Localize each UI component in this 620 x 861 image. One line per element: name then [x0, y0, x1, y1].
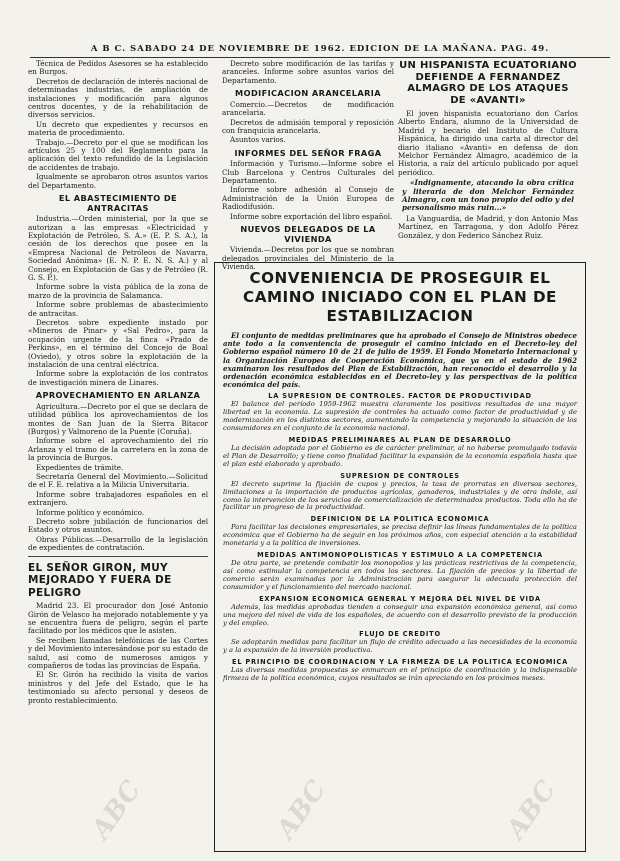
section-heading-antracitas: EL ABASTECIMIENTO DE ANTRACITAS: [58, 193, 178, 213]
headline-hispanista: UN HISPANISTA ECUATORIANO DEFIENDE A FERNANDEZ ALMAGRO DE LOS ATAQUES DE «AVANTI»: [399, 60, 577, 106]
article-paragraph: Vivienda.—Decretos por los que se nombran delegados provinciales del Ministerio de la Vivienda.: [222, 245, 394, 271]
article-paragraph: Secretaría General del Movimiento.—Solicitud de el F. E. relativa a la Milicia Universitaria.: [28, 471, 208, 490]
article-paragraph: Informe sobre la vista pública de la zona de marzo de la provincia de Salamanca.: [28, 282, 208, 300]
article-quote: «Indignamente, atacando la obra crítica y literaria de don Melchor Fernández Almagro, con un tono propio del odio y del personalismo más ruin...»: [402, 178, 575, 213]
article-paragraph: Obras Públicas.—Desarrollo de la legislación de expedientes de contratación.: [28, 534, 208, 553]
article-paragraph: Industria.—Orden ministerial, por la que se autorizan a las empresas «Electricidad y Explotación de Petróleo, S. A.» (E. P. S. A.), la cesión de los derechos que posee en la «Empresa Nacional de Petróleos de Navarra, Sociedad Anónima» (E. N. P. E. N. S. A.) y al Consejo, en Explotación de Gas y de Petróleo (R. G. S. P.).: [28, 214, 208, 282]
subsection-text: Se adoptarán medidas para facilitar un flujo de crédito adecuado a las necesidades de la economía y a la expansión de la inversión productiva.: [223, 638, 577, 655]
article-paragraph: Igualmente se aprobaron otros asuntos varios del Departamento.: [28, 172, 208, 190]
page-masthead: A B C. SABADO 24 DE NOVIEMBRE DE 1962. EDICION DE LA MAÑANA. PAG. 49.: [30, 44, 610, 58]
column-right: [398, 60, 578, 262]
subsection-heading: EXPANSION ECONOMICA GENERAL Y MEJORA DEL NIVEL DE VIDA: [259, 594, 541, 603]
column-divider: [28, 556, 208, 557]
article-paragraph: Trabajo.—Decreto por el que se modifican los artículos 25 y 100 del Reglamento para la aplicación del texto refundido de la Legislación de accidentes de trabajo.: [28, 137, 208, 172]
subsection-heading: LA SUPRESION DE CONTROLES. FACTOR DE PRODUCTIVIDAD: [268, 392, 532, 401]
article-paragraph: Decretos de declaración de interés nacional de determinadas industrias, de ampliación de instalaciones y modificación para algunos centros docentes, y de la rehabilitación de diversos servicios.: [28, 76, 208, 120]
subsection-heading: MEDIDAS ANTIMONOPOLISTICAS Y ESTIMULO A LA COMPETENCIA: [257, 551, 543, 560]
subsection-text: Las diversas medidas propuestas se enmarcan en el principio de coordinación y la indispensable firmeza de la política económica, cuyos resultados se irán apreciando en los próximos meses.: [223, 666, 577, 683]
article-paragraph: Decretos sobre expediente instado por «Mineros de Pinar» y «Sal Pedro», para la ocupación urgente de la finca «Prado de Perkins», en el término del Concejo de Boal (Oviedo), y otros sobre la explotación de la instalación de una central eléctrica.: [28, 317, 208, 369]
subsection-heading: DEFINICION DE LA POLITICA ECONOMICA: [310, 515, 490, 524]
article-paragraph: Informe sobre adhesión al Consejo de Administración de la Unión Europea de Radiodifusión.: [222, 185, 394, 212]
article-paragraph: Un decreto que expedientes y recursos en materia de procedimiento.: [28, 119, 208, 138]
section-heading-arlanza: APROVECHAMIENTO EN ARLANZA: [35, 390, 201, 401]
article-paragraph: El joven hispanista ecuatoriano don Carlos Alberto Endara, alumno de la Universidad de Madrid y becario del Instituto de Cultura Hispánica, ha dirigido una carta al director del diario italiano «Avanti» en defensa de don Melchor Fernández Almagro, académico de la Historia, a raíz del artículo publicado por aquel periódico.: [398, 109, 578, 177]
subsection-text: De otra parte, se pretende combatir los monopolios y las prácticas restrictivas de la competencia, así como estimular la competencia en todos los sectores. La fijación de precios y la libertad de comercio serán examinadas por la Administración para asegurar la adecuada protección del consumidor y el funcionamiento del mercado nacional.: [223, 559, 577, 591]
article-paragraph: Agricultura.—Decreto por el que se declara de utilidad pública los aprovechamientos de los montes de San Juan de la Sierra Bitacor (Burgos) y Valmoreno de la Puente (Coruña).: [28, 401, 208, 436]
subsection-text: El balance del período 1959-1962 muestra claramente los positivos resultados de una mayor libertad en la economía. La supresión de controles ha actuado como factor de productividad y de modernización en los distintos sectores, aumentando la competencia y mejorando la situación de los consumidores en el conjunto de la economía nacional.: [223, 400, 577, 433]
article-paragraph: Información y Turismo.—Informe sobre el Club Barcelona y Centros Culturales del Departamento.: [222, 159, 394, 186]
article-paragraph: Informe sobre la explotación de los contratos de investigación minera de Linares.: [28, 369, 208, 387]
column-middle: [222, 59, 394, 271]
subsection-text: Para facilitar las decisiones empresariales, se precisa definir las líneas fundamentales de la política económica que el Gobierno ha de seguir en los próximos años, con especial atención a la estabilidad monetaria y a la política de inversiones.: [223, 523, 577, 548]
article-paragraph: Asuntos varios.: [230, 135, 286, 145]
subsection-text: Además, las medidas aprobadas tienden a conseguir una expansión económica general, así como una mejora del nivel de vida de los españoles, de acuerdo con el desarrollo previsto de la producción y del empleo.: [223, 602, 577, 627]
subsection-text: El decreto suprime la fijación de cupos y precios, la tasa de prorratas en diversos sectores, limitaciones a la importación de productos agrícolas, ganaderos, industriales y de otra índole, así como la intervención de los servicios de comercialización de determinados productos. Toda ello ha de facilitar un progreso de la productividad.: [223, 479, 577, 512]
article-paragraph: Comercio.—Decretos de modificación arancelaria.: [222, 99, 394, 118]
headline-giron: EL SEÑOR GIRON, MUY MEJORADO Y FUERA DE PELIGRO: [28, 561, 172, 599]
subsection-heading: SUPRESION DE CONTROLES: [340, 471, 460, 480]
article-paragraph: Decreto sobre modificación de las tarifas y aranceles. Informe sobre asuntos varios del Departamento.: [222, 59, 394, 85]
main-headline: CONVENIENCIA DE PROSEGUIR EL CAMINO INICIADO CON EL PLAN DE ESTABILIZACION: [243, 269, 557, 325]
article-paragraph: La Vanguardia, de Madrid, y don Antonio Mas Martínez, en Tarragona, y don Adolfo Pérez González, y don Federico Sánchez Ruiz.: [398, 213, 578, 240]
article-paragraph: Informe político y económico.: [36, 507, 145, 517]
article-paragraph: Decreto sobre jubilación de funcionarios del Estado y otros asuntos.: [28, 517, 208, 535]
abc-watermark: ABC: [86, 775, 148, 845]
subsection-heading: MEDIDAS PRELIMINARES AL PLAN DE DESARROLLO: [288, 436, 512, 445]
section-heading-vivienda: NUEVOS DELEGADOS DE LA VIVIENDA: [240, 224, 376, 244]
abc-watermark: ABC: [501, 775, 563, 845]
article-paragraph: Informe sobre trabajadores españoles en el extranjero.: [28, 489, 208, 508]
abc-watermark: ABC: [271, 775, 333, 845]
subsection-heading: EL PRINCIPIO DE COORDINACION Y LA FIRMEZA DE LA POLITICA ECONOMICA: [232, 658, 568, 667]
article-paragraph: Informe sobre problemas de abastecimiento de antracitas.: [28, 300, 208, 318]
subsection-heading: FLUJO DE CREDITO: [359, 630, 441, 639]
column-left: [28, 60, 208, 850]
section-heading-arancelaria: MODIFICACION ARANCELARIA: [235, 88, 381, 99]
article-paragraph: Técnica de Pedidos Asesores se ha establecido en Burgos.: [28, 59, 208, 77]
section-heading-fraga: INFORMES DEL SEÑOR FRAGA: [234, 147, 382, 158]
article-paragraph: Madrid 23. El procurador don José Antonio Girón de Velasco ha mejorado notablemente y ya se encuentra fuera de peligro, según el parte facilitado por los médicos que le asisten.: [28, 601, 208, 636]
article-paragraph: Se reciben llamadas telefónicas de las Cortes y del Movimiento interesándose por su estado de salud, así como de numerosos amigos y compañeros de todas las provincias de España.: [28, 635, 208, 670]
article-paragraph: Informe sobre exportación del libro español.: [230, 211, 393, 221]
article-paragraph: Decretos de admisión temporal y reposición con franquicia arancelaria.: [222, 117, 394, 135]
main-article-box: [214, 262, 586, 852]
article-paragraph: El Sr. Girón ha recibido la visita de varios ministros y del Jefe del Estado, que le ha testimoniado su afecto personal y deseos de pronto restablecimiento.: [28, 670, 208, 705]
article-paragraph: Informe sobre el aprovechamiento del río Arlanza y el tramo de la carretera en la zona de la provincia de Burgos.: [28, 436, 208, 463]
main-article-lead: El conjunto de medidas preliminares que ha aprobado el Consejo de Ministros obedece ante todo a la conveniencia de proseguir el camino iniciado en el Decreto-ley del Gobierno español número 10 de 21 de julio de 1959. El Fondo Monetario Internacional y la Organización Europea de Cooperación Económica, que ya en el estado de 1962 examinaron los resultados del Plan de Estabilización, han reconocido el desarrollo y la ordenación económica establecidos en el Decreto-ley y las perspectivas de la política económica del país.: [223, 331, 577, 390]
subsection-text: La decisión adoptada por el Gobierno es de carácter preliminar, al no haberse promulgado todavía el Plan de Desarrollo; y tiene como finalidad facilitar la expansión de la economía española hasta que el plan esté elaborado y aprobado.: [223, 444, 577, 468]
article-paragraph: Expedientes de trámite.: [36, 462, 124, 472]
